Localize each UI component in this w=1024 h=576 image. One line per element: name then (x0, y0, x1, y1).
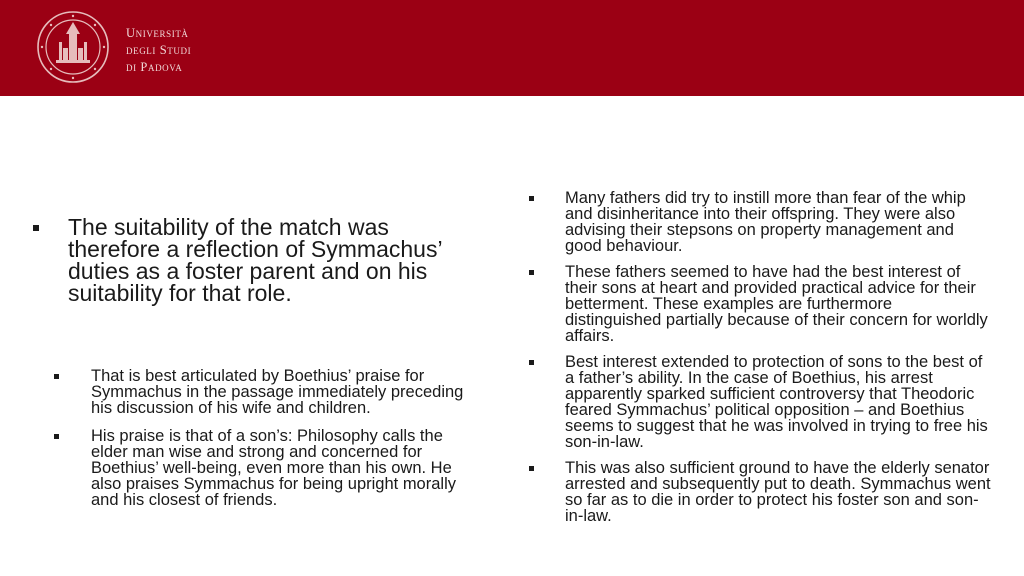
university-seal-icon (36, 10, 110, 84)
right-bullet-item: These fathers seemed to have had the best interest of their sons at heart and provided practical advice for their betterment. These examples are furthermore distinguished partially because of their concern for worldly affairs. (527, 264, 992, 344)
right-bullet-list (527, 190, 992, 534)
sub-bullet-item: That is best articulated by Boethius’ praise for Symmachus in the passage immediately preceding his discussion of his wife and children. (50, 368, 470, 416)
right-bullet-item: Best interest extended to protection of sons to the best of a father’s ability. In the case of Boethius, his arrest apparently sparked sufficient controversy that Theodoric feared Symmachus’ political opposition – and Boethius seems to suggest that he was involved in trying to free his son-in-law. (527, 354, 992, 450)
main-bullet-item: The suitability of the match was therefore a reflection of Symmachus’ duties as a foster parent and on his suitability for that role. (30, 216, 470, 304)
wordmark-line: Università (126, 26, 189, 40)
right-bullet-item: This was also sufficient ground to have the elderly senator arrested and subsequently put to death. Symmachus went so far as to die in order to protect his foster son and son-in-law. (527, 460, 992, 524)
university-wordmark (126, 25, 191, 76)
sub-bullet-item: His praise is that of a son’s: Philosophy calls the elder man wise and strong and concerned for Boethius’ well-being, even more than his own. He also praises Symmachus for being upright morally and his closest of friends. (50, 428, 470, 508)
header-bar (0, 0, 1024, 96)
wordmark-line: di Padova (126, 60, 183, 74)
right-bullet-item: Many fathers did try to instill more than fear of the whip and disinheritance into their offspring. They were also advising their stepsons on property management and good behaviour. (527, 190, 992, 254)
main-bullet-list (30, 216, 470, 304)
sub-bullet-list (50, 368, 470, 520)
wordmark-line: degli Studi (126, 43, 192, 57)
